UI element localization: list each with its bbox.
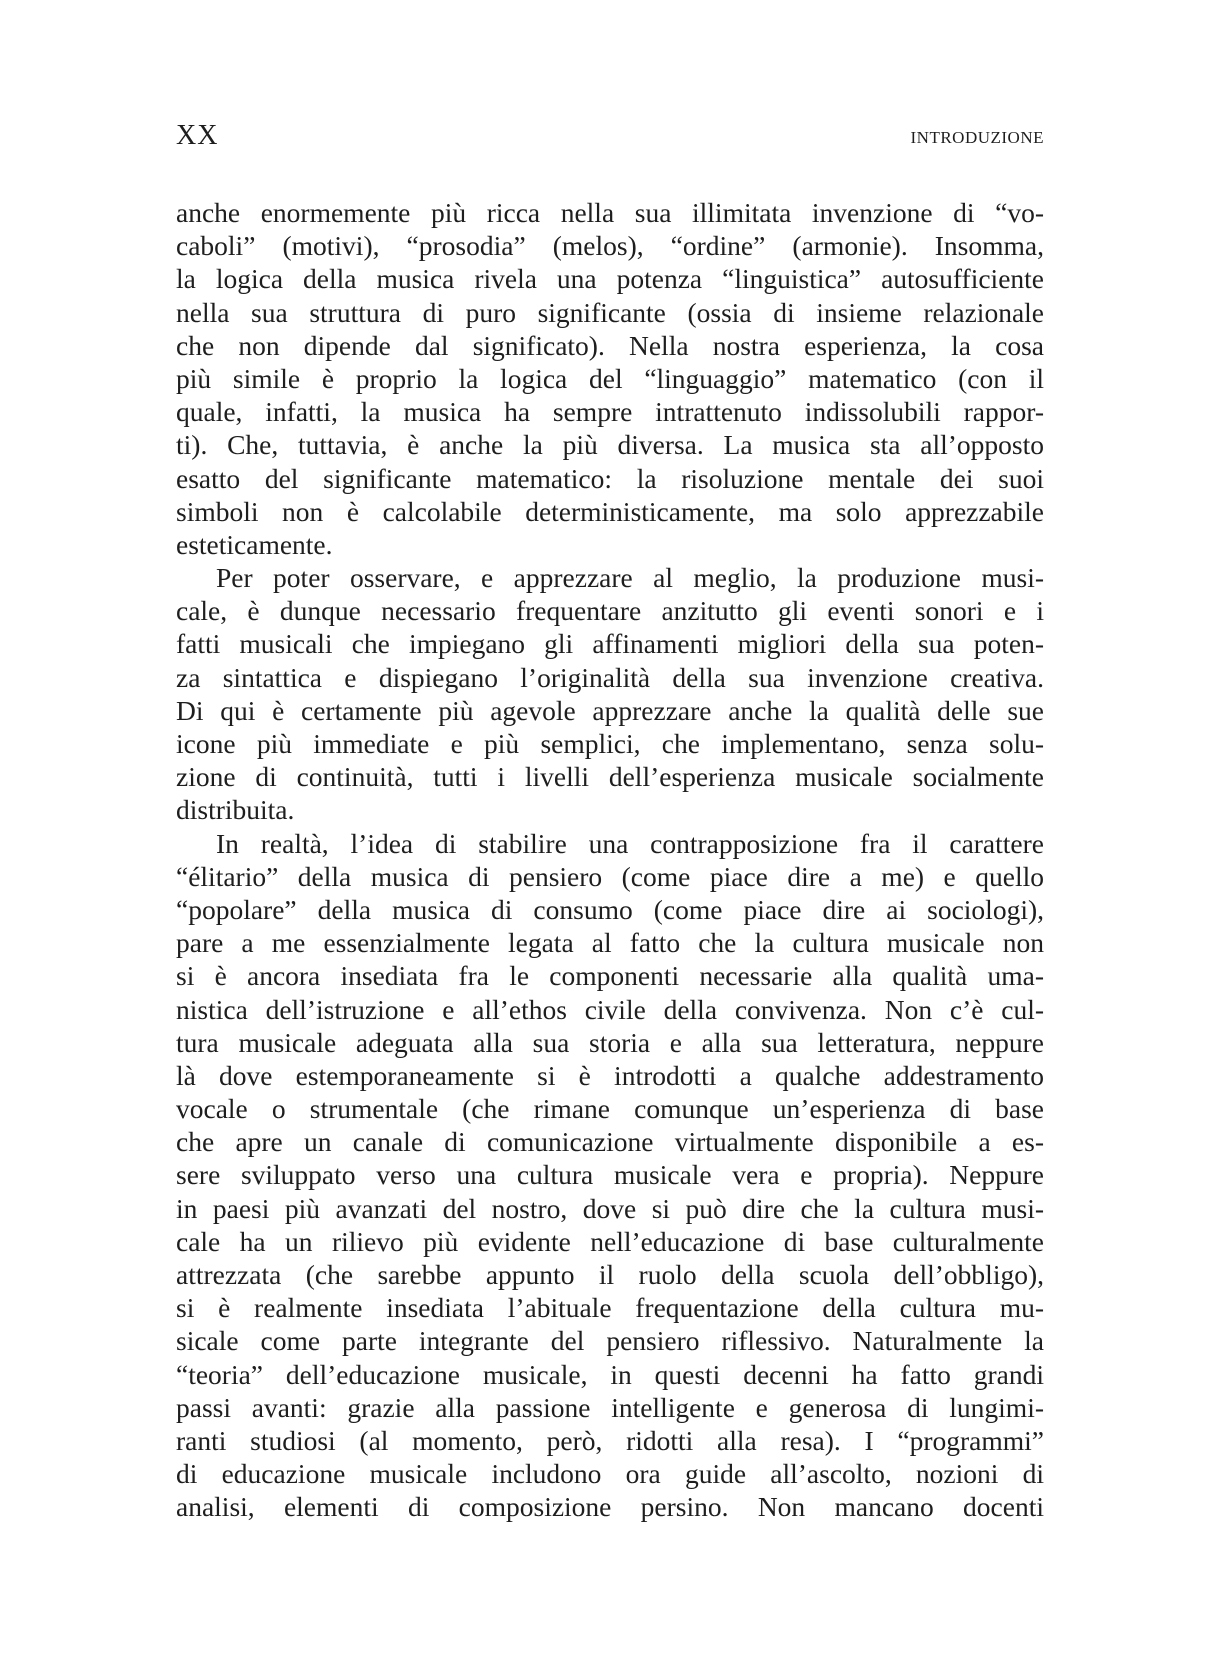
text-line: anche enormemente più ricca nella sua illimitata invenzione di “vo-	[176, 197, 1044, 228]
text-line: “teoria” dell’educazione musicale, in questi decenni ha fatto grandi	[176, 1358, 1044, 1390]
text-line: in paesi più avanzati del nostro, dove si può dire che la cultura musi-	[176, 1192, 1044, 1224]
text-line: sere sviluppato verso una cultura musicale vera e propria). Neppure	[176, 1159, 1044, 1191]
text-line: analisi, elementi di composizione persino. Non mancano docenti	[176, 1491, 1044, 1523]
text-line: attrezzata (che sarebbe appunto il ruolo della scuola dell’obbligo),	[176, 1259, 1044, 1290]
page-number: XX	[176, 120, 219, 151]
text-line: vocale o strumentale (che rimane comunque un’esperienza di base	[176, 1093, 1044, 1125]
text-line: Di qui è certamente più agevole apprezzare anche la qualità delle sue	[176, 694, 1044, 726]
text-line: ti). Che, tuttavia, è anche la più diversa. La musica sta all’opposto	[176, 429, 1044, 461]
running-head: INTRODUZIONE	[910, 128, 1044, 147]
text-line: esteticamente.	[176, 528, 333, 560]
text-line: di educazione musicale includono ora guide all’ascolto, nozioni di	[176, 1458, 1044, 1490]
body-text	[176, 196, 1044, 1524]
text-line: là dove estemporaneamente si è introdotti a qualche addestramento	[176, 1059, 1044, 1091]
text-line: nistica dell’istruzione e all’ethos civile della convivenza. Non c’è cul-	[176, 993, 1044, 1025]
page-header	[176, 120, 1044, 160]
text-line: che apre un canale di comunicazione virtualmente disponibile a es-	[176, 1126, 1044, 1158]
text-line: fatti musicali che impiegano gli affinamenti migliori della sua poten-	[176, 628, 1044, 660]
text-line: caboli” (motivi), “prosodia” (melos), “ordine” (armonie). Insomma,	[176, 230, 1044, 262]
text-line: sicale come parte integrante del pensiero riflessivo. Naturalmente la	[176, 1325, 1044, 1357]
text-line: Per poter osservare, e apprezzare al meglio, la produzione musi-	[216, 562, 1044, 594]
text-line: si è ancora insediata fra le componenti necessarie alla qualità uma-	[176, 960, 1044, 992]
text-line: distribuita.	[176, 794, 295, 826]
text-line: esatto del significante matematico: la risoluzione mentale dei suoi	[176, 462, 1044, 494]
text-line: passi avanti: grazie alla passione intelligente e generosa di lungimi-	[176, 1391, 1044, 1423]
text-line: pare a me essenzialmente legata al fatto che la cultura musicale non	[176, 927, 1044, 959]
text-line: cale, è dunque necessario frequentare anzitutto gli eventi sonori e i	[176, 595, 1044, 627]
text-line: quale, infatti, la musica ha sempre intrattenuto indissolubili rappor-	[176, 396, 1044, 428]
text-line: che non dipende dal significato). Nella nostra esperienza, la cosa	[176, 329, 1044, 361]
text-line: tura musicale adeguata alla sua storia e alla sua letteratura, neppure	[176, 1026, 1044, 1058]
text-line: nella sua struttura di puro significante (ossia di insieme relazionale	[176, 296, 1044, 328]
text-line: “élitario” della musica di pensiero (come piace dire a me) e quello	[176, 860, 1044, 892]
text-line: si è realmente insediata l’abituale frequentazione della cultura mu-	[176, 1292, 1044, 1324]
text-line: più simile è proprio la logica del “linguaggio” matematico (con il	[176, 362, 1044, 394]
text-line: icone più immediate e più semplici, che implementano, senza solu-	[176, 728, 1044, 759]
text-line: za sintattica e dispiegano l’originalità della sua invenzione creativa.	[176, 661, 1044, 693]
text-line: ranti studiosi (al momento, però, ridotti alla resa). I “programmi”	[176, 1424, 1044, 1456]
text-line: simboli non è calcolabile deterministicamente, ma solo apprezzabile	[176, 495, 1044, 527]
text-line: In realtà, l’idea di stabilire una contrapposizione fra il carattere	[216, 827, 1044, 859]
text-line: “popolare” della musica di consumo (come piace dire ai sociologi),	[176, 893, 1044, 925]
text-line: la logica della musica rivela una potenza “linguistica” autosufficiente	[176, 263, 1044, 295]
text-line: zione di continuità, tutti i livelli dell’esperienza musicale socialmente	[176, 761, 1044, 793]
text-line: cale ha un rilievo più evidente nell’educazione di base culturalmente	[176, 1225, 1044, 1257]
